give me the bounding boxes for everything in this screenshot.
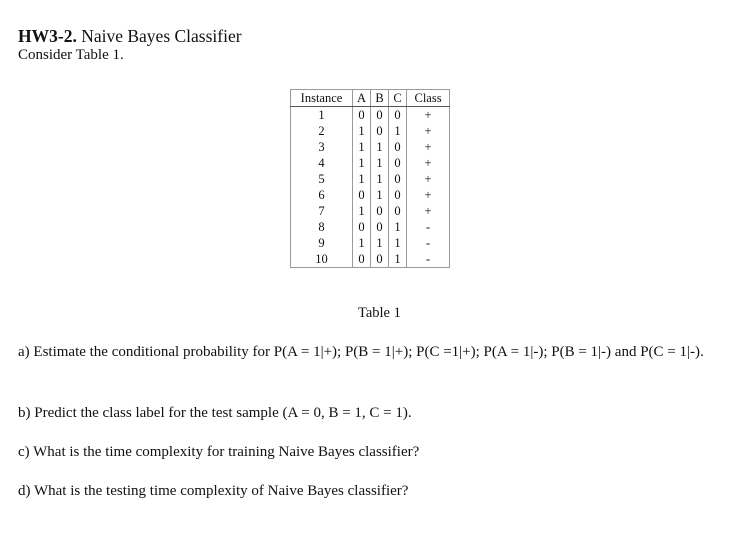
header-a: A [353,90,371,107]
question-a: a) Estimate the conditional probability for P(A = 1|+); P(B = 1|+); P(C =1|+); P(A = 1|-); P(B = 1|-) and P(C = 1|-). [18,344,704,360]
cell-a: 1 [353,235,371,251]
subtitle: Consider Table 1. [18,47,124,63]
cell-instance: 2 [291,123,353,139]
table-header-row [291,90,450,107]
cell-instance: 3 [291,139,353,155]
title-number: HW3-2. [18,26,77,46]
table-row [291,139,450,155]
cell-instance: 5 [291,171,353,187]
cell-class: + [407,171,450,187]
cell-b: 0 [371,219,389,235]
cell-a: 1 [353,123,371,139]
cell-b: 1 [371,187,389,203]
cell-instance: 10 [291,251,353,268]
cell-b: 0 [371,123,389,139]
cell-b: 1 [371,139,389,155]
data-table [290,89,450,268]
cell-class: + [407,187,450,203]
table-row [291,155,450,171]
cell-c: 0 [389,203,407,219]
cell-c: 0 [389,187,407,203]
cell-b: 1 [371,235,389,251]
cell-class: + [407,203,450,219]
cell-instance: 1 [291,107,353,124]
header-c: C [389,90,407,107]
title-text: Naive Bayes Classifier [76,26,242,46]
cell-c: 1 [389,235,407,251]
cell-b: 1 [371,155,389,171]
table-body [291,107,450,268]
cell-instance: 7 [291,203,353,219]
cell-class: + [407,139,450,155]
cell-class: - [407,235,450,251]
table-row [291,203,450,219]
cell-a: 0 [353,187,371,203]
cell-a: 1 [353,155,371,171]
cell-c: 0 [389,107,407,124]
table-caption: Table 1 [358,305,401,321]
cell-c: 0 [389,171,407,187]
table-row [291,107,450,124]
cell-class: + [407,123,450,139]
table-row [291,219,450,235]
header-class: Class [407,90,450,107]
table-row [291,123,450,139]
cell-class: + [407,107,450,124]
cell-class: - [407,219,450,235]
cell-a: 1 [353,139,371,155]
cell-a: 0 [353,107,371,124]
table-row [291,187,450,203]
cell-c: 0 [389,139,407,155]
cell-b: 0 [371,251,389,268]
cell-instance: 6 [291,187,353,203]
cell-c: 1 [389,251,407,268]
header-b: B [371,90,389,107]
cell-a: 0 [353,219,371,235]
question-c: c) What is the time complexity for training Naive Bayes classifier? [18,444,420,460]
header-instance: Instance [291,90,353,107]
table-row [291,171,450,187]
cell-instance: 9 [291,235,353,251]
cell-a: 1 [353,203,371,219]
cell-class: - [407,251,450,268]
cell-b: 0 [371,107,389,124]
cell-class: + [407,155,450,171]
table-row [291,235,450,251]
cell-c: 1 [389,219,407,235]
question-d: d) What is the testing time complexity of Naive Bayes classifier? [18,483,409,499]
cell-b: 0 [371,203,389,219]
cell-c: 1 [389,123,407,139]
cell-instance: 4 [291,155,353,171]
cell-instance: 8 [291,219,353,235]
table-row [291,251,450,268]
page-title [18,26,242,47]
cell-c: 0 [389,155,407,171]
question-b: b) Predict the class label for the test sample (A = 0, B = 1, C = 1). [18,405,412,421]
cell-a: 0 [353,251,371,268]
cell-b: 1 [371,171,389,187]
cell-a: 1 [353,171,371,187]
